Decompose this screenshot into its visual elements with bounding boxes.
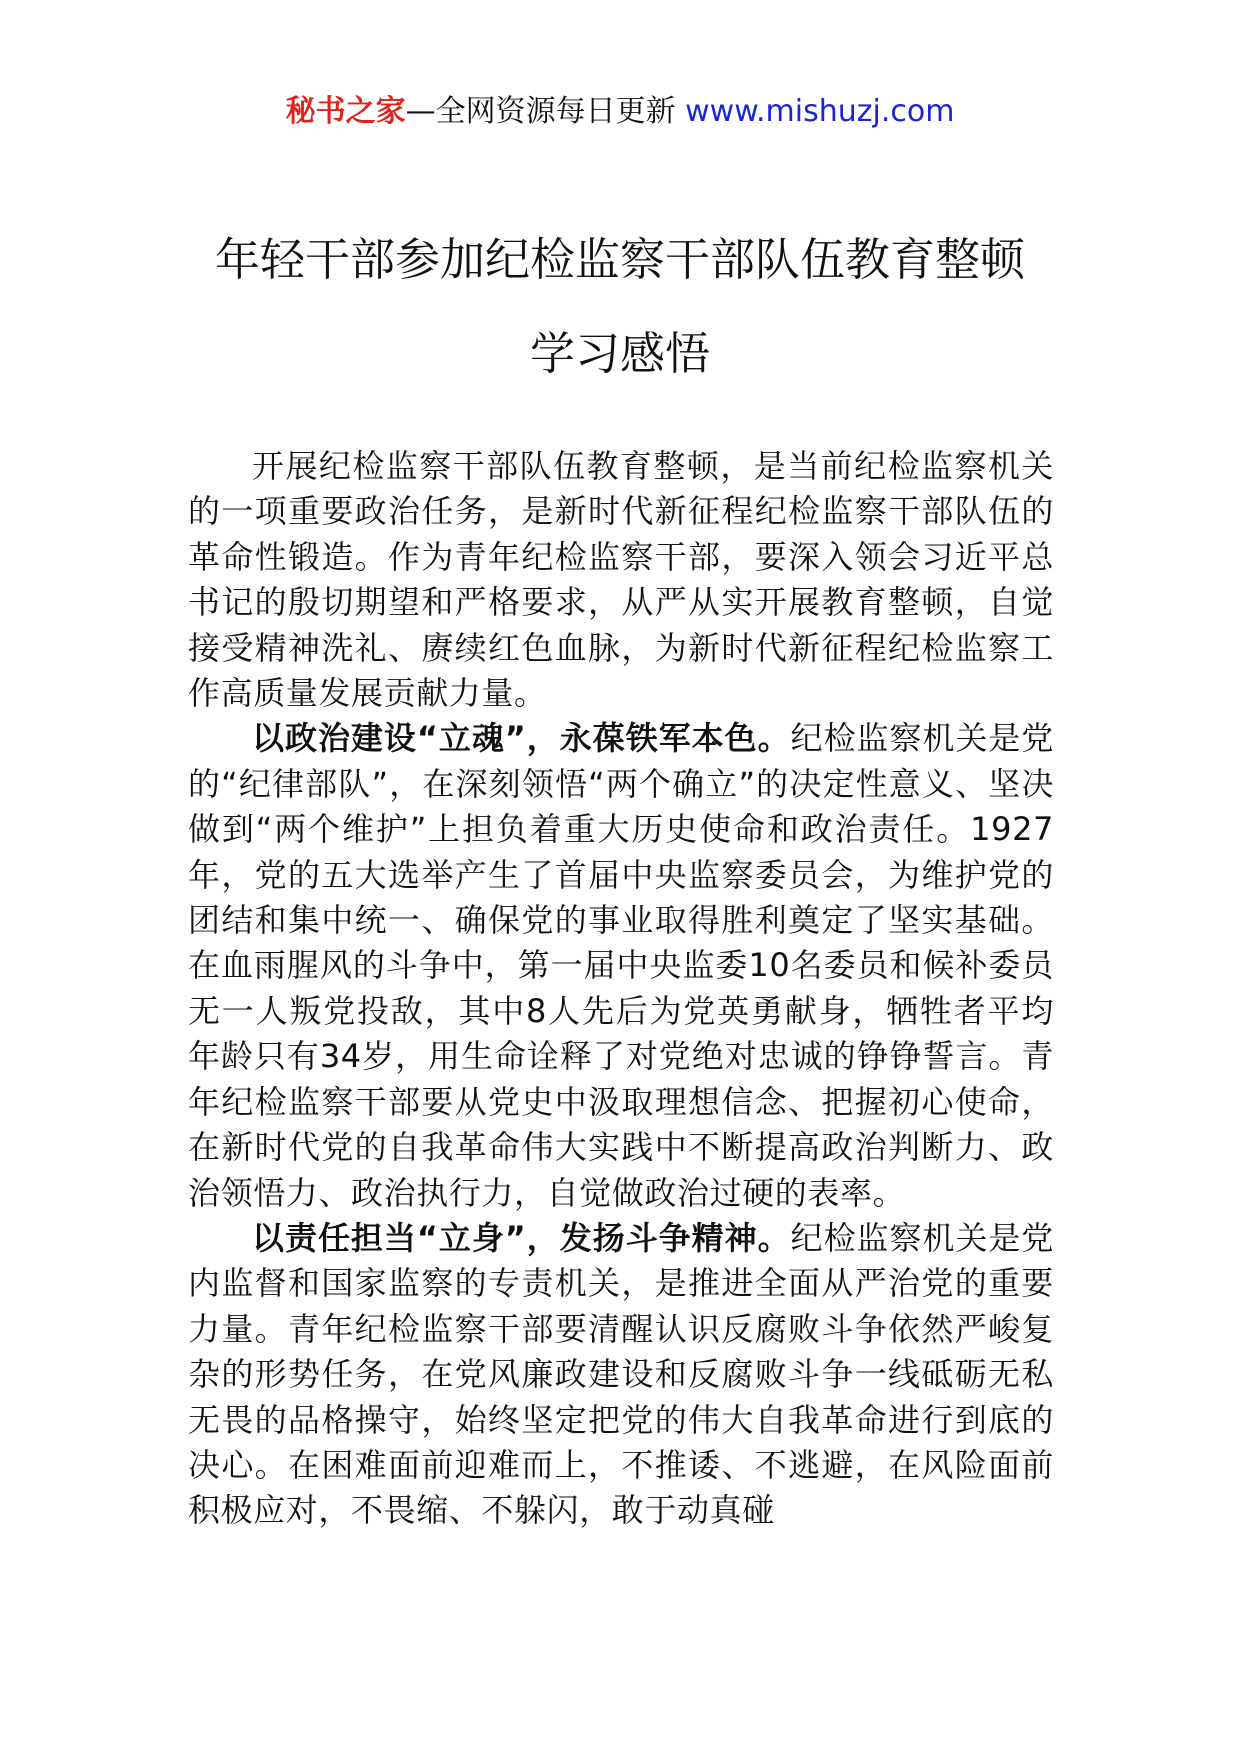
body-paragraph xyxy=(188,716,1054,1215)
body-paragraph xyxy=(188,1216,1054,1534)
document-body xyxy=(188,444,1054,1534)
site-header xyxy=(0,92,1240,132)
header-slogan: —全网资源每日更新 xyxy=(405,94,686,129)
paragraph-lead: 以政治建设“立魂”，永葆铁军本色。 xyxy=(252,719,791,758)
body-paragraph xyxy=(188,444,1054,716)
brand-name: 秘书之家 xyxy=(285,94,406,129)
document-title-line-1: 年轻干部参加纪检监察干部队伍教育整顿 xyxy=(214,233,1025,286)
website-url[interactable]: www.mishuzj.com xyxy=(685,94,955,129)
paragraph-text: 开展纪检监察干部队伍教育整顿，是当前纪检监察机关的一项重要政治任务，是新时代新征程纪检监察干部队伍的革命性锻造。作为青年纪检监察干部，要深入领会习近平总书记的殷切期望和严格要求，从严从实开展教育整顿，自觉接受精神洗礼、赓续红色血脉，为新时代新征程纪检监察工作高质量发展贡献力量。 xyxy=(188,447,1054,713)
paragraph-text: 纪检监察机关是党内监督和国家监察的专责机关，是推进全面从严治党的重要力量。青年纪检监察干部要清醒认识反腐败斗争依然严峻复杂的形势任务，在党风廉政建设和反腐败斗争一线砥砺无私无畏的品格操守，始终坚定把党的伟大自我革命进行到底的决心。在困难面前迎难而上，不推诿、不逃避，在风险面前积极应对，不畏缩、不躲闪，敢于动真碰 xyxy=(188,1218,1054,1530)
paragraph-text: 纪检监察机关是党的“纪律部队”，在深刻领悟“两个确立”的决定性意义、坚决做到“两个维护”上担负着重大历史使命和政治责任。1927年，党的五大选举产生了首届中央监察委员会，为维护党的团结和集中统一、确保党的事业取得胜利奠定了坚实基础。在血雨腥风的斗争中，第一届中央监委10名委员和候补委员无一人叛党投敌，其中8人先后为党英勇献身，牺牲者平均年龄只有34岁，用生命诠释了对党绝对忠诚的铮铮誓言。青年纪检监察干部要从党史中汲取理想信念、把握初心使命，在新时代党的自我革命伟大实践中不断提高政治判断力、政治领悟力、政治执行力，自觉做政治过硬的表率。 xyxy=(188,719,1054,1212)
document-title-line-2: 学习感悟 xyxy=(529,327,710,380)
paragraph-lead: 以责任担当“立身”，发扬斗争精神。 xyxy=(252,1218,791,1257)
